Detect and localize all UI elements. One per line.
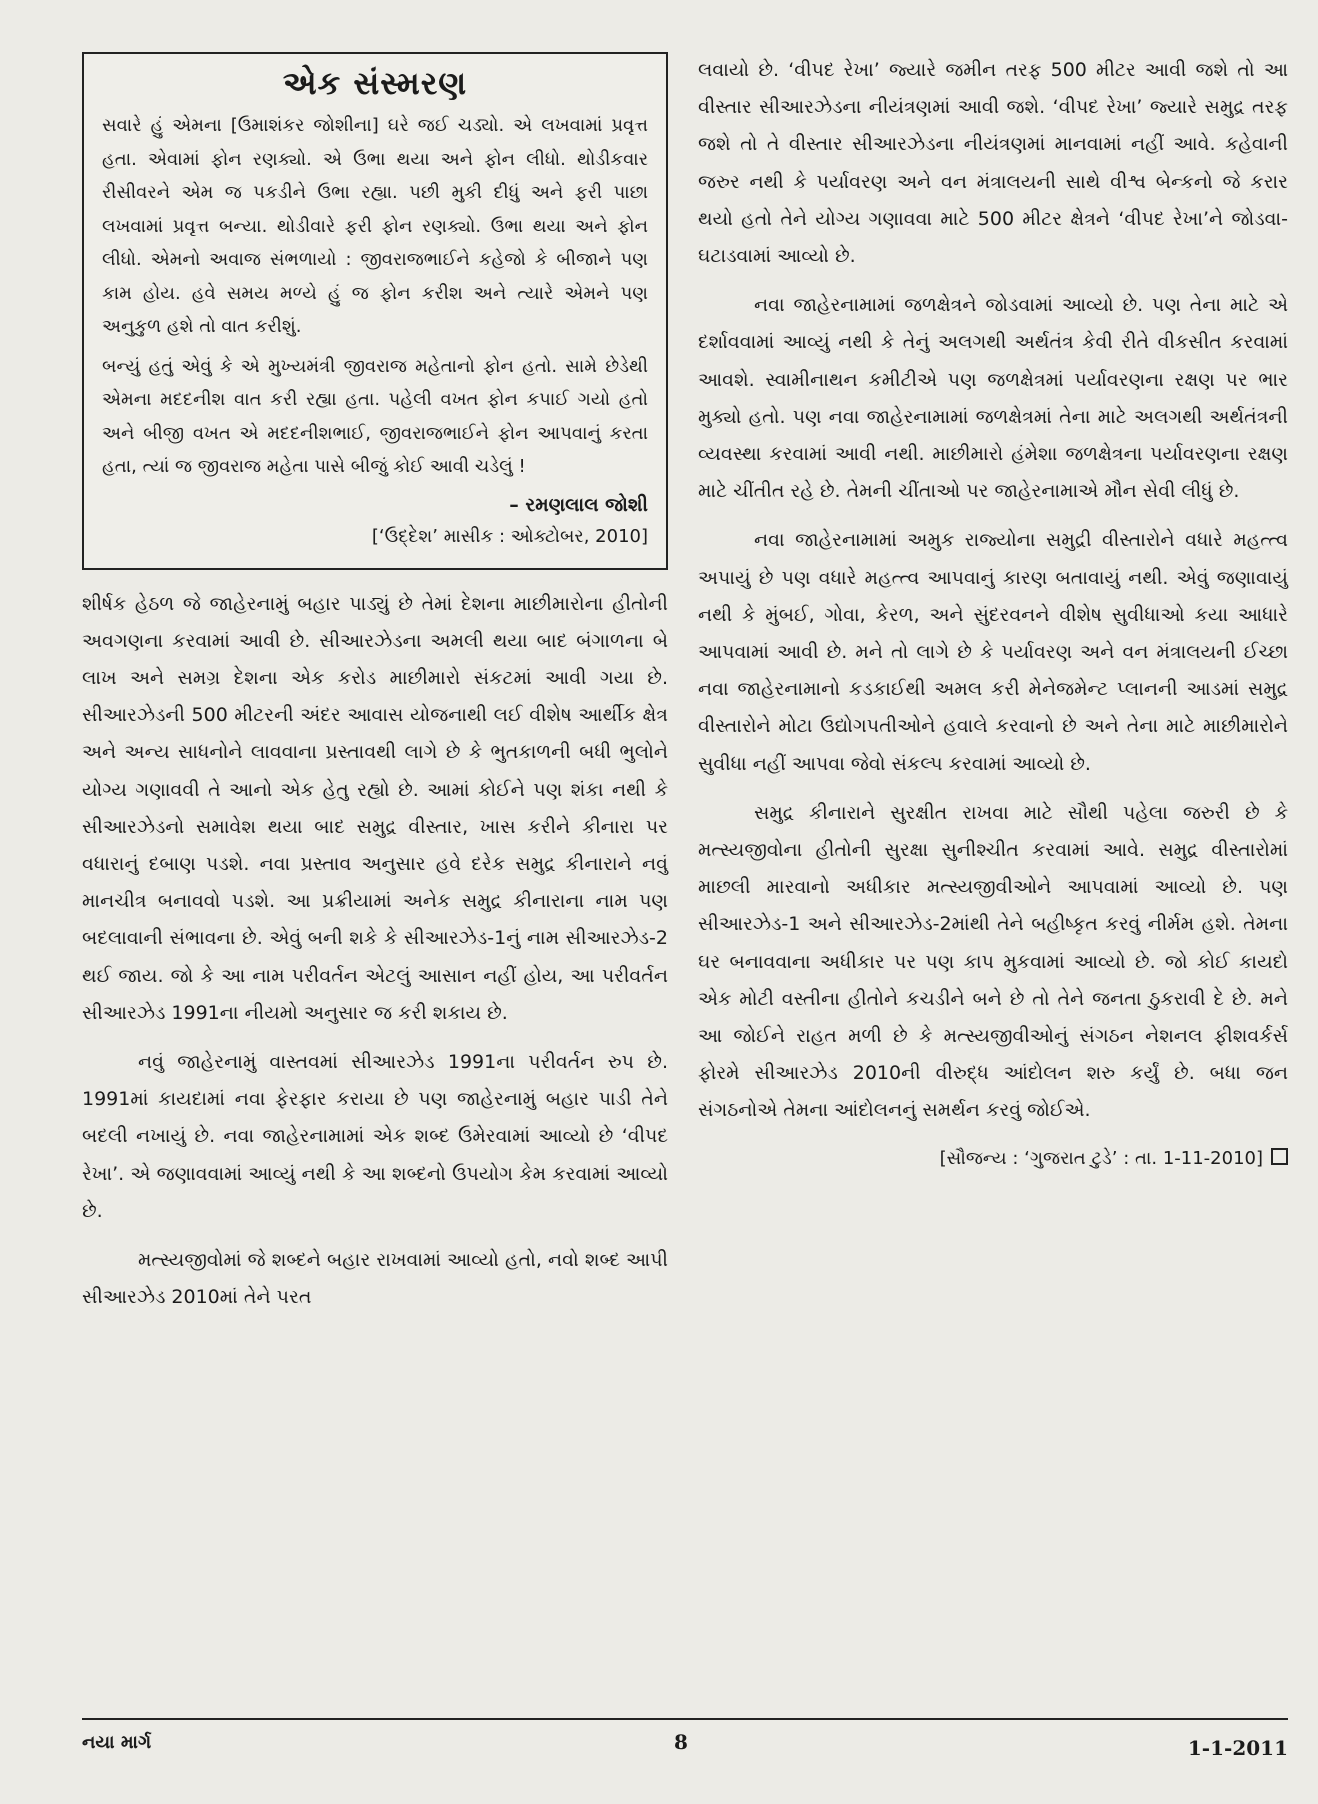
article-paragraph: શીર્ષક હેઠળ જે જાહેરનામું બહાર પાડ્યું છે તેમાં દેશના માછીમારોના હીતોની અવગણના કરવામાં આવી છે. સીઆરઝેડના અમલી થયા બાદ બંગાળના બે લાખ અને સમગ્ર દેશના એક કરોડ માછીમારો સંકટમાં આવી ગયા છે. સીઆરઝેડની 500 મીટરની અંદર આવાસ યોજનાથી લઈ વીશેષ આર્થીક ક્ષેત્ર અને અન્ય સાધનોને લાવવાના પ્રસ્તાવથી લાગે છે કે ભુતકાળની બધી ભુલોને યોગ્ય ગણાવવી તે આનો એક હેતુ રહ્યો છે. આમાં કોઈને પણ શંકા નથી કે સીઆરઝેડનો સમાવેશ થયા બાદ સમુદ્ર વીસ્તાર, ખાસ કરીને કીનારા પર વધારાનું દબાણ પડશે. નવા પ્રસ્તાવ અનુસાર હવે દરેક સમુદ્ર કીનારાને નવું માનચીત્ર બનાવવો પડશે. આ પ્રક્રીયામાં અનેક સમુદ્ર કીનારાના નામ પણ બદલાવાની સંભાવના છે. એવું બની શકે કે સીઆરઝેડ-1નું નામ સીઆરઝેડ-2 થઈ જાય. જો કે આ નામ પરીવર્તન એટલું આસાન નહીં હોય, આ પરીવર્તન સીઆરઝેડ 1991ના નીયમો અનુસાર જ કરી શકાય છે. xyxy=(82,592,668,1024)
article-paragraph: સમુદ્ર કીનારાને સુરક્ષીત રાખવા માટે સૌથી પહેલા જરુરી છે કે મત્સ્યજીવોના હીતોની સુરક્ષા સુનીશ્ચીત કરવામાં આવે. સમુદ્ર વીસ્તારોમાં માછલી મારવાનો અધીકાર મત્સ્યજીવીઓને આપવામાં આવ્યો છે. પણ સીઆરઝેડ-1 અને સીઆરઝેડ-2માંથી તેને બહીષ્કૃત કરવું નીર્મમ હશે. તેમના ઘર બનાવવાના અધીકાર પર પણ કાપ મુકવામાં આવ્યો છે. જો કોઈ કાયદો એક મોટી વસ્તીના હીતોને કચડીને બને છે તો તેને જનતા ઠુકરાવી દે છે. મને આ જોઈને રાહત મળી છે કે મત્સ્યજીવીઓનું સંગઠન નેશનલ ફીશવર્કર્સ ફોરમે સીઆરઝેડ 2010ની વીરુદ્ધ આંદોલન શરુ કર્યું છે. બધા જન સંગઠનોએ તેમના આંદોલનનું સમર્થન કરવું જોઈએ. xyxy=(698,801,1288,1122)
right-column xyxy=(698,52,1288,1174)
article-paragraph: નવું જાહેરનામું વાસ્તવમાં સીઆરઝેડ 1991ના પરીવર્તન રુપ છે. 1991માં કાયદામાં નવા ફેરફાર કરાયા છે પણ જાહેરનામું બહાર પાડી તેને બદલી નખાયું છે. નવા જાહેરનામામાં એક શબ્દ ઉમેરવામાં આવ્યો છે ‘વીપદ રેખા’. એ જણાવવામાં આવ્યું નથી કે આ શબ્દનો ઉપયોગ કેમ કરવામાં આવ્યો છે. xyxy=(82,1050,668,1222)
article-paragraph: લવાયો છે. ‘વીપદ રેખા’ જ્યારે જમીન તરફ 500 મીટર આવી જશે તો આ વીસ્તાર સીઆરઝેડના નીયંત્રણમાં આવી જશે. ‘વીપદ રેખા’ જ્યારે સમુદ્ર તરફ જશે તો તે વીસ્તાર સીઆરઝેડના નીયંત્રણમાં માનવામાં નહીં આવે. કહેવાની જરુર નથી કે પર્યાવરણ અને વન મંત્રાલયની સાથે વીશ્વ બેન્કનો જે કરાર થયો હતો તેને યોગ્ય ગણાવવા માટે 500 મીટર ક્ષેત્રને ‘વીપદ રેખા’ને જોડવા-ઘટાડવામાં આવ્યો છે. xyxy=(698,59,1288,268)
memoir-source: [‘ઉદ્દેશ’ માસીક : ઓક્ટોબર, 2010] xyxy=(371,525,648,547)
credit-text: [સૌજન્ય : ‘ગુજરાત ટુડે’ : તા. 1-11-2010] xyxy=(939,1147,1263,1169)
memoir-author: – રમણલાલ જોશી xyxy=(509,493,648,516)
page-footer xyxy=(82,1726,1288,1766)
article-paragraph: મત્સ્યજીવોમાં જે શબ્દને બહાર રાખવામાં આવ્યો હતો, નવો શબ્દ આપી સીઆરઝેડ 2010માં તેને પરત xyxy=(82,1248,668,1309)
left-column xyxy=(82,52,668,1316)
end-square-icon xyxy=(1271,1148,1288,1165)
credit-line xyxy=(698,1144,1288,1174)
memoir-paragraph: સવારે હું એમના [ઉમાશંકર જોશીના] ઘરે જઈ ચડ્યો. એ લખવામાં પ્રવૃત્ત હતા. એવામાં ફોન રણક્યો. એ ઉભા થયા અને ફોન લીધો. થોડીકવાર રીસીવરને એમ જ પકડીને ઉભા રહ્યા. પછી મુકી દીધું અને ફરી પાછા લખવામાં પ્રવૃત્ત બન્યા. થોડીવારે ફરી ફોન રણક્યો. ઉભા થયા અને ફોન લીધો. એમનો અવાજ સંભળાયો : જીવરાજભાઈને કહેજો કે બીજાને પણ કામ હોય. હવે સમય મળ્યે હું જ ફોન કરીશ અને ત્યારે એમને પણ અનુકુળ હશે તો વાત કરીશું. xyxy=(102,115,648,337)
page-number: 8 xyxy=(674,1730,688,1754)
magazine-name: નયા માર્ગ xyxy=(82,1732,152,1753)
footer-divider xyxy=(82,1718,1288,1720)
issue-date: 1-1-2011 xyxy=(1187,1736,1288,1760)
article-paragraph: નવા જાહેરનામામાં અમુક રાજ્યોના સમુદ્રી વીસ્તારોને વધારે મહત્ત્વ અપાયું છે પણ વધારે મહત્ત્વ આપવાનું કારણ બતાવાયું નથી. એવું જણાવાયું નથી કે મુંબઈ, ગોવા, કેરળ, અને સુંદરવનને વીશેષ સુવીધાઓ કયા આધારે આપવામાં આવી છે. મને તો લાગે છે કે પર્યાવરણ અને વન મંત્રાલયની ઈચ્છા નવા જાહેરનામાનો કડકાઈથી અમલ કરી મેનેજમેન્ટ પ્લાનની આડમાં સમુદ્ર વીસ્તારોને મોટા ઉદ્યોગપતીઓને હવાલે કરવાનો છે અને તેના માટે માછીમારોને સુવીધા નહીં આપવા જેવો સંકલ્પ કરવામાં આવ્યો છે. xyxy=(698,529,1288,775)
article-paragraph: નવા જાહેરનામામાં જળક્ષેત્રને જોડવામાં આવ્યો છે. પણ તેના માટે એ દર્શાવવામાં આવ્યું નથી કે તેનું અલગથી અર્થતંત્ર કેવી રીતે વીકસીત કરવામાં આવશે. સ્વામીનાથન કમીટીએ પણ જળક્ષેત્રમાં પર્યાવરણના રક્ષણ પર ભાર મુક્યો હતો. પણ નવા જાહેરનામામાં જળક્ષેત્રમાં તેના માટે અલગથી અર્થતંત્રની વ્યવસ્થા કરવામાં આવી નથી. માછીમારો હંમેશા જળક્ષેત્રના પર્યાવરણના રક્ષણ માટે ચીંતીત રહે છે. તેમની ચીંતાઓ પર જાહેરનામાએ મૌન સેવી લીધું છે. xyxy=(698,294,1288,503)
memoir-title: એક સંસ્મરણ xyxy=(282,64,468,102)
memoir-box xyxy=(82,52,668,570)
memoir-paragraph: બન્યું હતું એવું કે એ મુખ્યમંત્રી જીવરાજ મહેતાનો ફોન હતો. સામે છેડેથી એમના મદદનીશ વાત કરી રહ્યા હતા. પહેલી વખત ફોન કપાઈ ગયો હતો અને બીજી વખત એ મદદનીશભાઈ, જીવરાજભાઈને ફોન આપવાનું કરતા હતા, ત્યાં જ જીવરાજ મહેતા પાસે બીજું કોઈ આવી ચડેલું ! xyxy=(102,355,648,477)
